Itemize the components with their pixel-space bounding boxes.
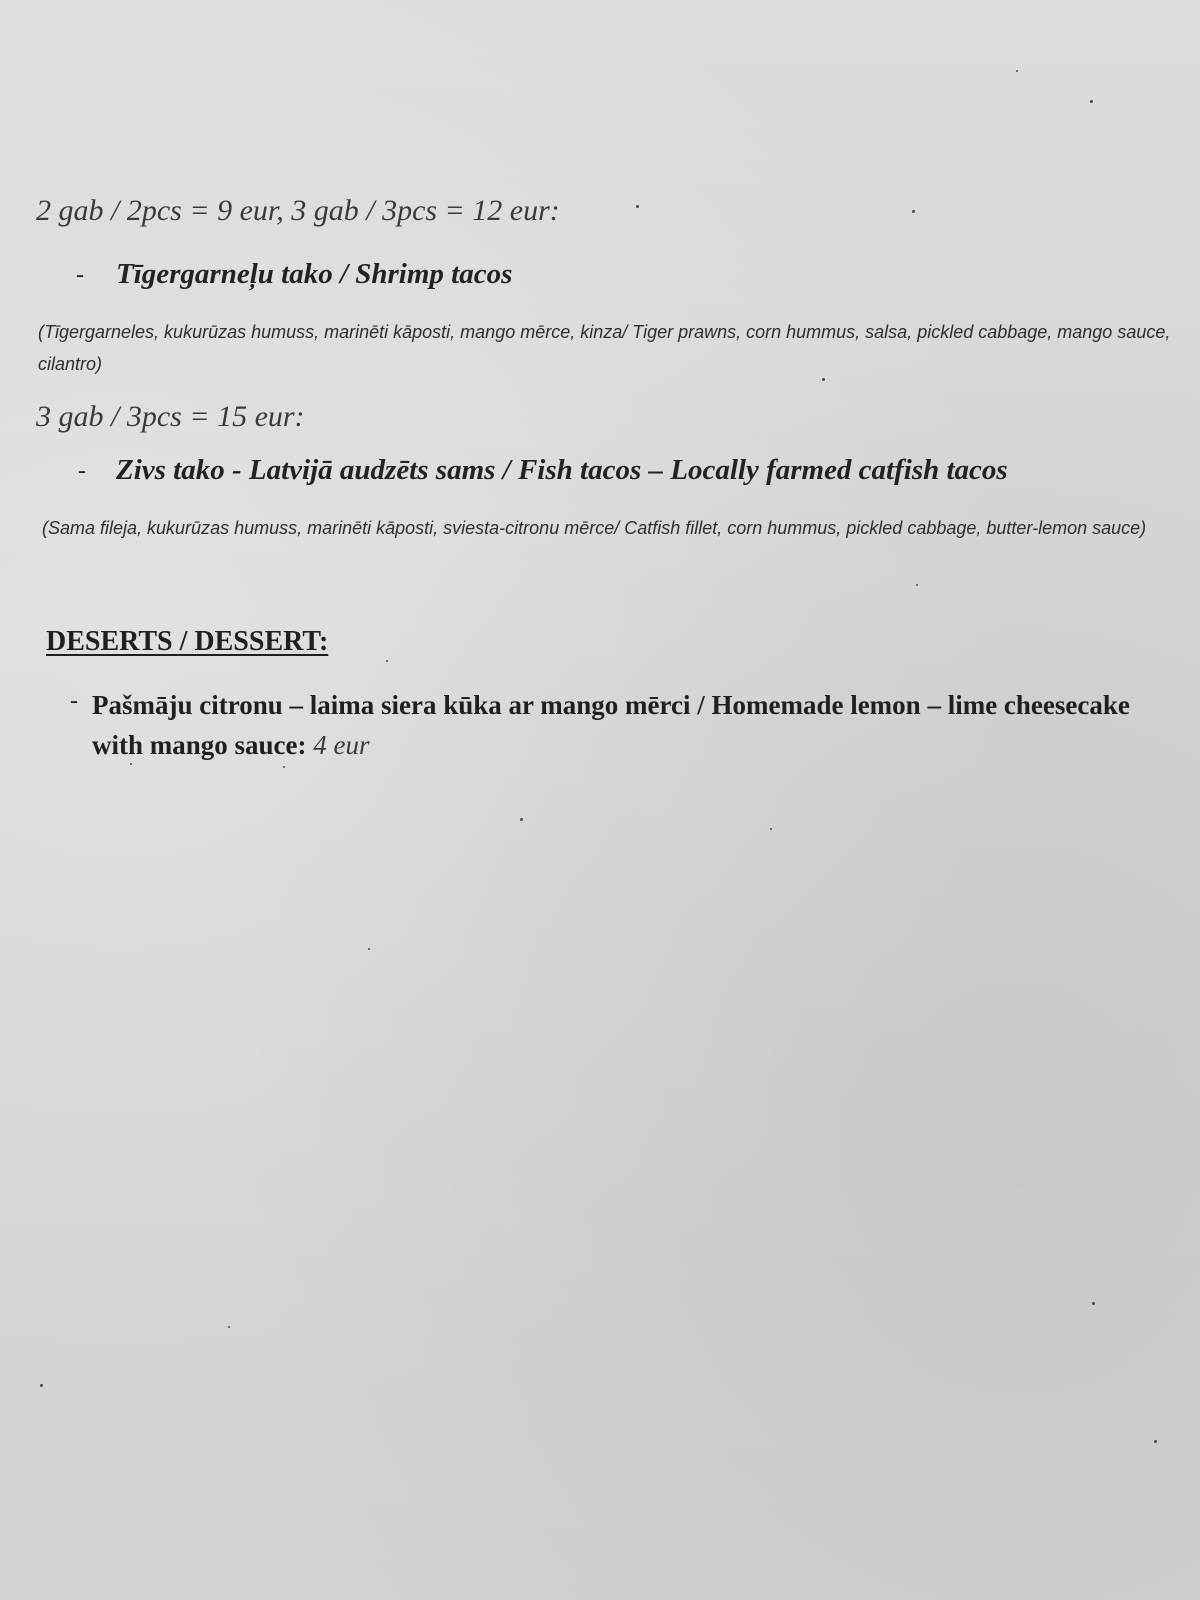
paper-speck [912, 210, 915, 213]
dessert-item-text: Pašmāju citronu – laima siera kūka ar mango mērci / Homemade lemon – lime cheesecake with mango sauce: [92, 690, 1130, 760]
dessert-item [92, 685, 1162, 765]
fish-bullet: - [78, 458, 86, 484]
paper-speck [822, 378, 825, 381]
paper-speck [520, 818, 523, 821]
paper-speck [228, 1326, 230, 1328]
shrimp-tacos-description: (Tīgergarneles, kukurūzas humuss, marinēti kāposti, mango mērce, kinza/ Tiger prawns, corn hummus, salsa, pickled cabbage, mango sauce, cilantro) [38, 322, 1171, 374]
paper-speck [1016, 70, 1018, 72]
price-line-fish-tacos: 3 gab / 3pcs = 15 eur: [36, 400, 305, 433]
dessert-price: 4 eur [313, 730, 370, 760]
shrimp-tacos-title: Tīgergarneļu tako / Shrimp tacos [116, 258, 513, 290]
paper-speck [1092, 1302, 1095, 1305]
paper-speck [916, 584, 918, 586]
fish-tacos-description: (Sama fileja, kukurūzas humuss, marinēti kāposti, sviesta-citronu mērce/ Catfish fillet, corn hummus, pickled cabbage, butter-lemon sauce) [42, 518, 1147, 538]
shrimp-bullet: - [76, 262, 84, 288]
desserts-heading: DESERTS / DESSERT: [46, 626, 329, 657]
paper-speck [386, 660, 388, 662]
paper-speck [368, 948, 370, 950]
paper-speck [1154, 1440, 1157, 1443]
fish-tacos-title: Zivs tako - Latvijā audzēts sams / Fish tacos – Locally farmed catfish tacos [116, 454, 1008, 486]
paper-speck [40, 1384, 43, 1387]
paper-speck [770, 828, 772, 830]
paper-speck [1090, 100, 1093, 103]
price-line-small-tacos: 2 gab / 2pcs = 9 eur, 3 gab / 3pcs = 12 eur: [36, 194, 560, 227]
paper-speck [130, 763, 132, 765]
paper-speck [283, 766, 285, 768]
dessert-bullet: - [70, 688, 78, 714]
paper-speck [636, 205, 639, 208]
